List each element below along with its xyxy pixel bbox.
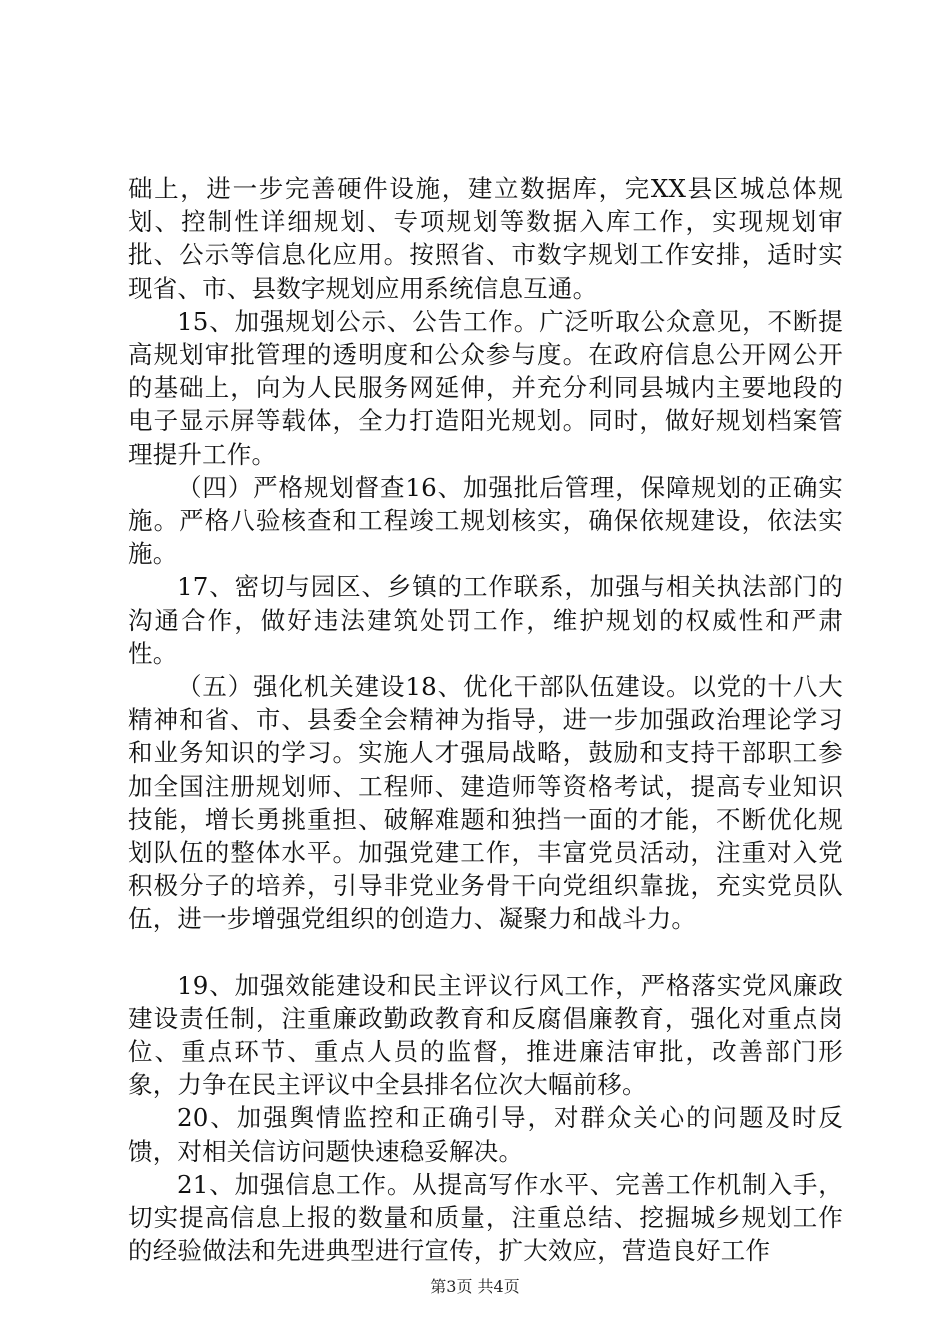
paragraph-continuation: 础上，进一步完善硬件设施，建立数据库，完XX县区城总体规划、控制性详细规划、专项规划等数据入库工作，实现规划审批、公示等信息化应用。按照省、市数字规划工作安排，适时实现省、市、县数字规划应用系统信息互通。 <box>128 174 843 303</box>
paragraph-section-4-item-16: （四）严格规划督查16、加强批后管理，保障规划的正确实施。严格八验核查和工程竣工规划核实，确保依规建设，依法实施。 <box>128 472 843 569</box>
paragraph-item-21: 21、加强信息工作。从提高写作水平、完善工作机制入手，切实提高信息上报的数量和质量，注重总结、挖掘城乡规划工作的经验做法和先进典型进行宣传，扩大效应，营造良好工作 <box>128 1169 843 1266</box>
document-body <box>128 172 843 1268</box>
paragraph-item-20: 20、加强舆情监控和正确引导，对群众关心的问题及时反馈，对相关信访问题快速稳妥解决。 <box>128 1103 843 1166</box>
paragraph-item-19: 19、加强效能建设和民主评议行风工作，严格落实党风廉政建设责任制，注重廉政勤政教育和反腐倡廉教育，强化对重点岗位、重点环节、重点人员的监督，推进廉洁审批，改善部门形象，力争在民主评议中全县排名位次大幅前移。 <box>128 970 843 1100</box>
paragraph-item-17: 17、密切与园区、乡镇的工作联系，加强与相关执法部门的沟通合作，做好违法建筑处罚工作，维护规划的权威性和严肃性。 <box>128 572 843 668</box>
page-number-footer: 第3页 共4页 <box>430 1277 520 1296</box>
paragraph-section-5-item-18: （五）强化机关建设18、优化干部队伍建设。以党的十八大精神和省、市、县委全会精神为指导，进一步加强政治理论学习和业务知识的学习。实施人才强局战略，鼓励和支持干部职工参加全国注册规划师、工程师、建造师等资格考试，提高专业知识技能，增长勇挑重担、破解难题和独挡一面的才能，不断优化规划队伍的整体水平。加强党建工作，丰富党员活动，注重对入党积极分子的培养，引导非党业务骨干向党组织靠拢，充实党员队伍，进一步增强党组织的创造力、凝聚力和战斗力。 <box>128 672 843 934</box>
paragraph-item-15: 15、加强规划公示、公告工作。广泛听取公众意见，不断提高规划审批管理的透明度和公众参与度。在政府信息公开网公开的基础上，向为人民服务网延伸，并充分利同县城内主要地段的电子显示屏等载体，全力打造阳光规划。同时，做好规划档案管理提升工作。 <box>128 306 843 469</box>
